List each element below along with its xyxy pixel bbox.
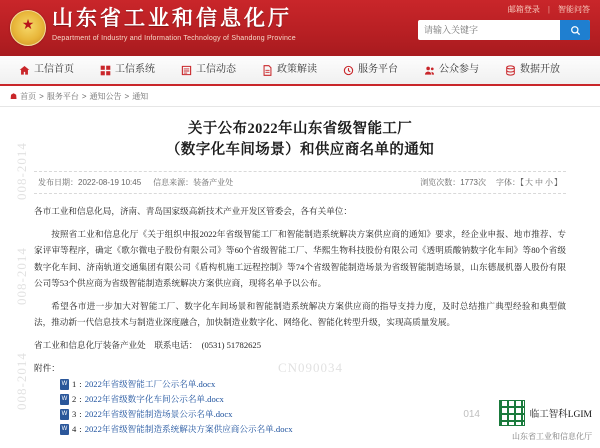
page-title-line-2: （数字化车间场景）和供应商名单的通知	[165, 142, 435, 158]
views	[420, 177, 486, 188]
site-title-en: Department of Industry and Information Technology of Shandong Province	[52, 35, 296, 42]
footer-note: 山东省工业和信息化厅	[512, 432, 592, 441]
page-title-line-1: 关于公布2022年山东省级智能工厂	[187, 121, 413, 137]
people-icon	[424, 65, 435, 76]
source-label: 信息来源：	[153, 178, 194, 187]
attachment-link[interactable]: 2022年省级智能制造系统解决方案供应商公示名单.docx	[84, 424, 293, 434]
service-icon	[343, 65, 354, 76]
breadcrumb-separator: >	[124, 91, 130, 101]
word-doc-icon: W	[60, 379, 69, 390]
site-title-cn: 山东省工业和信息化厅	[52, 6, 292, 30]
attachments	[34, 361, 566, 437]
attachment-link[interactable]: 2022年省级智能工厂公示名单.docx	[84, 379, 216, 389]
article-body	[34, 203, 566, 353]
watermark-corner: 014	[463, 409, 480, 420]
attachment-item[interactable]: W 1 : 2022年省级智能工厂公示名单.docx	[34, 377, 566, 392]
article-meta	[34, 171, 566, 194]
attachment-item[interactable]: W 4 : 2022年省级智能制造系统解决方案供应商公示名单.docx	[34, 422, 566, 437]
nav-label-public: 公众参与	[439, 64, 479, 75]
font-size-medium[interactable]: 中	[535, 178, 543, 187]
news-icon	[181, 65, 192, 76]
search-input[interactable]	[418, 20, 560, 40]
grid-icon	[100, 65, 111, 76]
footer-badge	[499, 400, 592, 426]
qr-code-icon	[499, 400, 525, 426]
attachment-index: 2	[72, 394, 77, 404]
font-size-control	[496, 177, 562, 188]
attachment-item[interactable]: W 3 : 2022年省级智能制造场景公示名单.docx	[34, 407, 566, 422]
article-paragraph: 按照省工业和信息化厅《关于组织申报2022年省级智能工厂和智能制造系统解决方案供应商的通知》要求，经企业申报、地市推荐、专家评审等程序，确定《歌尔微电子股份有限公司》等60个省级智能工厂、华熙生物科技股份有限公司《透明质酸钠数字化车间》等80个省级数字化车间、济南轨道交通集团有限公司《盾构机施工远程控制》等74个省级智能制造场景为省级智能制造场景，山东德晟机器人股份有限公司等53个供应商为省级智能制造系统解决方案供应商，现将名单予以公布。	[34, 228, 566, 288]
breadcrumb-item-notice: 通知	[132, 91, 149, 101]
publish-date	[38, 177, 141, 188]
database-icon	[505, 65, 516, 76]
publish-date-value: 2022-08-19 10:45	[78, 178, 142, 187]
article-paragraph: 希望各市进一步加大对智能工厂、数字化车间场景和智能制造系统解决方案供应商的指导支持力度，及时总结推广典型经验和典型做法，推动新一代信息技术与制造业深度融合，加快制造业数字化、网络化、智能化转型升级，实现高质量发展。	[34, 300, 566, 327]
attachments-label: 附件：	[34, 363, 60, 373]
nav-item-system[interactable]	[87, 55, 168, 85]
top-link-mail[interactable]: 邮箱登录	[507, 5, 540, 14]
nav-item-public[interactable]	[411, 55, 492, 85]
nav-label-news: 工信动态	[196, 64, 236, 75]
attachment-item[interactable]: W 2 : 2022年省级数字化车间公示名单.docx	[34, 392, 566, 407]
search-icon	[570, 25, 581, 36]
document-icon	[262, 65, 273, 76]
watermark-left-3: 008-2014	[14, 352, 29, 410]
site-header	[0, 0, 600, 56]
publish-date-label: 发布日期：	[38, 178, 78, 187]
watermark-center: CN090034	[278, 360, 344, 375]
word-doc-icon: W	[60, 424, 69, 435]
word-doc-icon: W	[60, 394, 69, 405]
views-value: 1773次	[460, 178, 486, 187]
attachment-link[interactable]: 2022年省级智能制造场景公示名单.docx	[84, 409, 233, 419]
breadcrumb-item-platform[interactable]: 服务平台	[46, 91, 79, 101]
font-size-label: 字体：	[496, 178, 520, 187]
source-value: 装备产业处	[193, 178, 234, 187]
nav-label-policy: 政策解读	[277, 64, 317, 75]
home-icon: ☗	[10, 91, 18, 101]
attachment-index: 3	[72, 409, 77, 419]
top-links	[508, 4, 590, 15]
nav-label-system: 工信系统	[115, 64, 155, 75]
top-link-separator: |	[547, 5, 550, 14]
breadcrumb-separator: >	[81, 91, 87, 101]
article-paragraph: 省工业和信息化厅装备产业处 联系电话： (0531) 51782625	[34, 339, 262, 350]
nav-label-data: 数据开放	[520, 64, 560, 75]
views-label: 浏览次数：	[420, 178, 461, 187]
attachment-index: 4	[72, 424, 77, 434]
font-size-large[interactable]: 大	[525, 178, 533, 187]
breadcrumb-item-notices[interactable]: 通知公告	[89, 91, 122, 101]
site-title-block	[52, 5, 296, 45]
nav-item-news[interactable]	[168, 55, 249, 85]
page-title	[34, 119, 566, 161]
search-box	[418, 20, 590, 40]
home-icon	[19, 65, 30, 76]
breadcrumb-separator: >	[39, 91, 44, 101]
font-size-small[interactable]: 小	[545, 178, 553, 187]
watermark-left-1: 008-2014	[14, 142, 29, 200]
article-paragraph: 各市工业和信息化局，济南、青岛国家级高新技术产业开发区管委会，各有关单位：	[34, 206, 352, 216]
bracket-left: 【	[520, 178, 524, 187]
nav-item-data[interactable]	[492, 55, 573, 85]
source	[153, 177, 233, 188]
article	[0, 107, 600, 437]
attachment-index: 1	[72, 379, 77, 389]
breadcrumb	[0, 86, 600, 107]
national-emblem-icon	[10, 10, 46, 46]
bracket-right: 】	[554, 178, 562, 187]
nav-item-service[interactable]	[330, 55, 411, 85]
top-link-qa[interactable]: 智能问答	[558, 5, 590, 14]
watermark-left-2: 008-2014	[14, 247, 29, 305]
main-nav	[0, 56, 600, 86]
nav-label-home: 工信首页	[34, 64, 74, 75]
nav-item-policy[interactable]	[249, 55, 330, 85]
nav-label-service: 服务平台	[358, 64, 398, 75]
footer-badge-text: 临工智科LGIM	[529, 410, 592, 420]
search-button[interactable]	[560, 20, 590, 40]
attachment-link[interactable]: 2022年省级数字化车间公示名单.docx	[84, 394, 224, 404]
breadcrumb-item-home[interactable]: 首页	[20, 91, 37, 101]
nav-item-home[interactable]	[6, 55, 87, 85]
word-doc-icon: W	[60, 409, 69, 420]
